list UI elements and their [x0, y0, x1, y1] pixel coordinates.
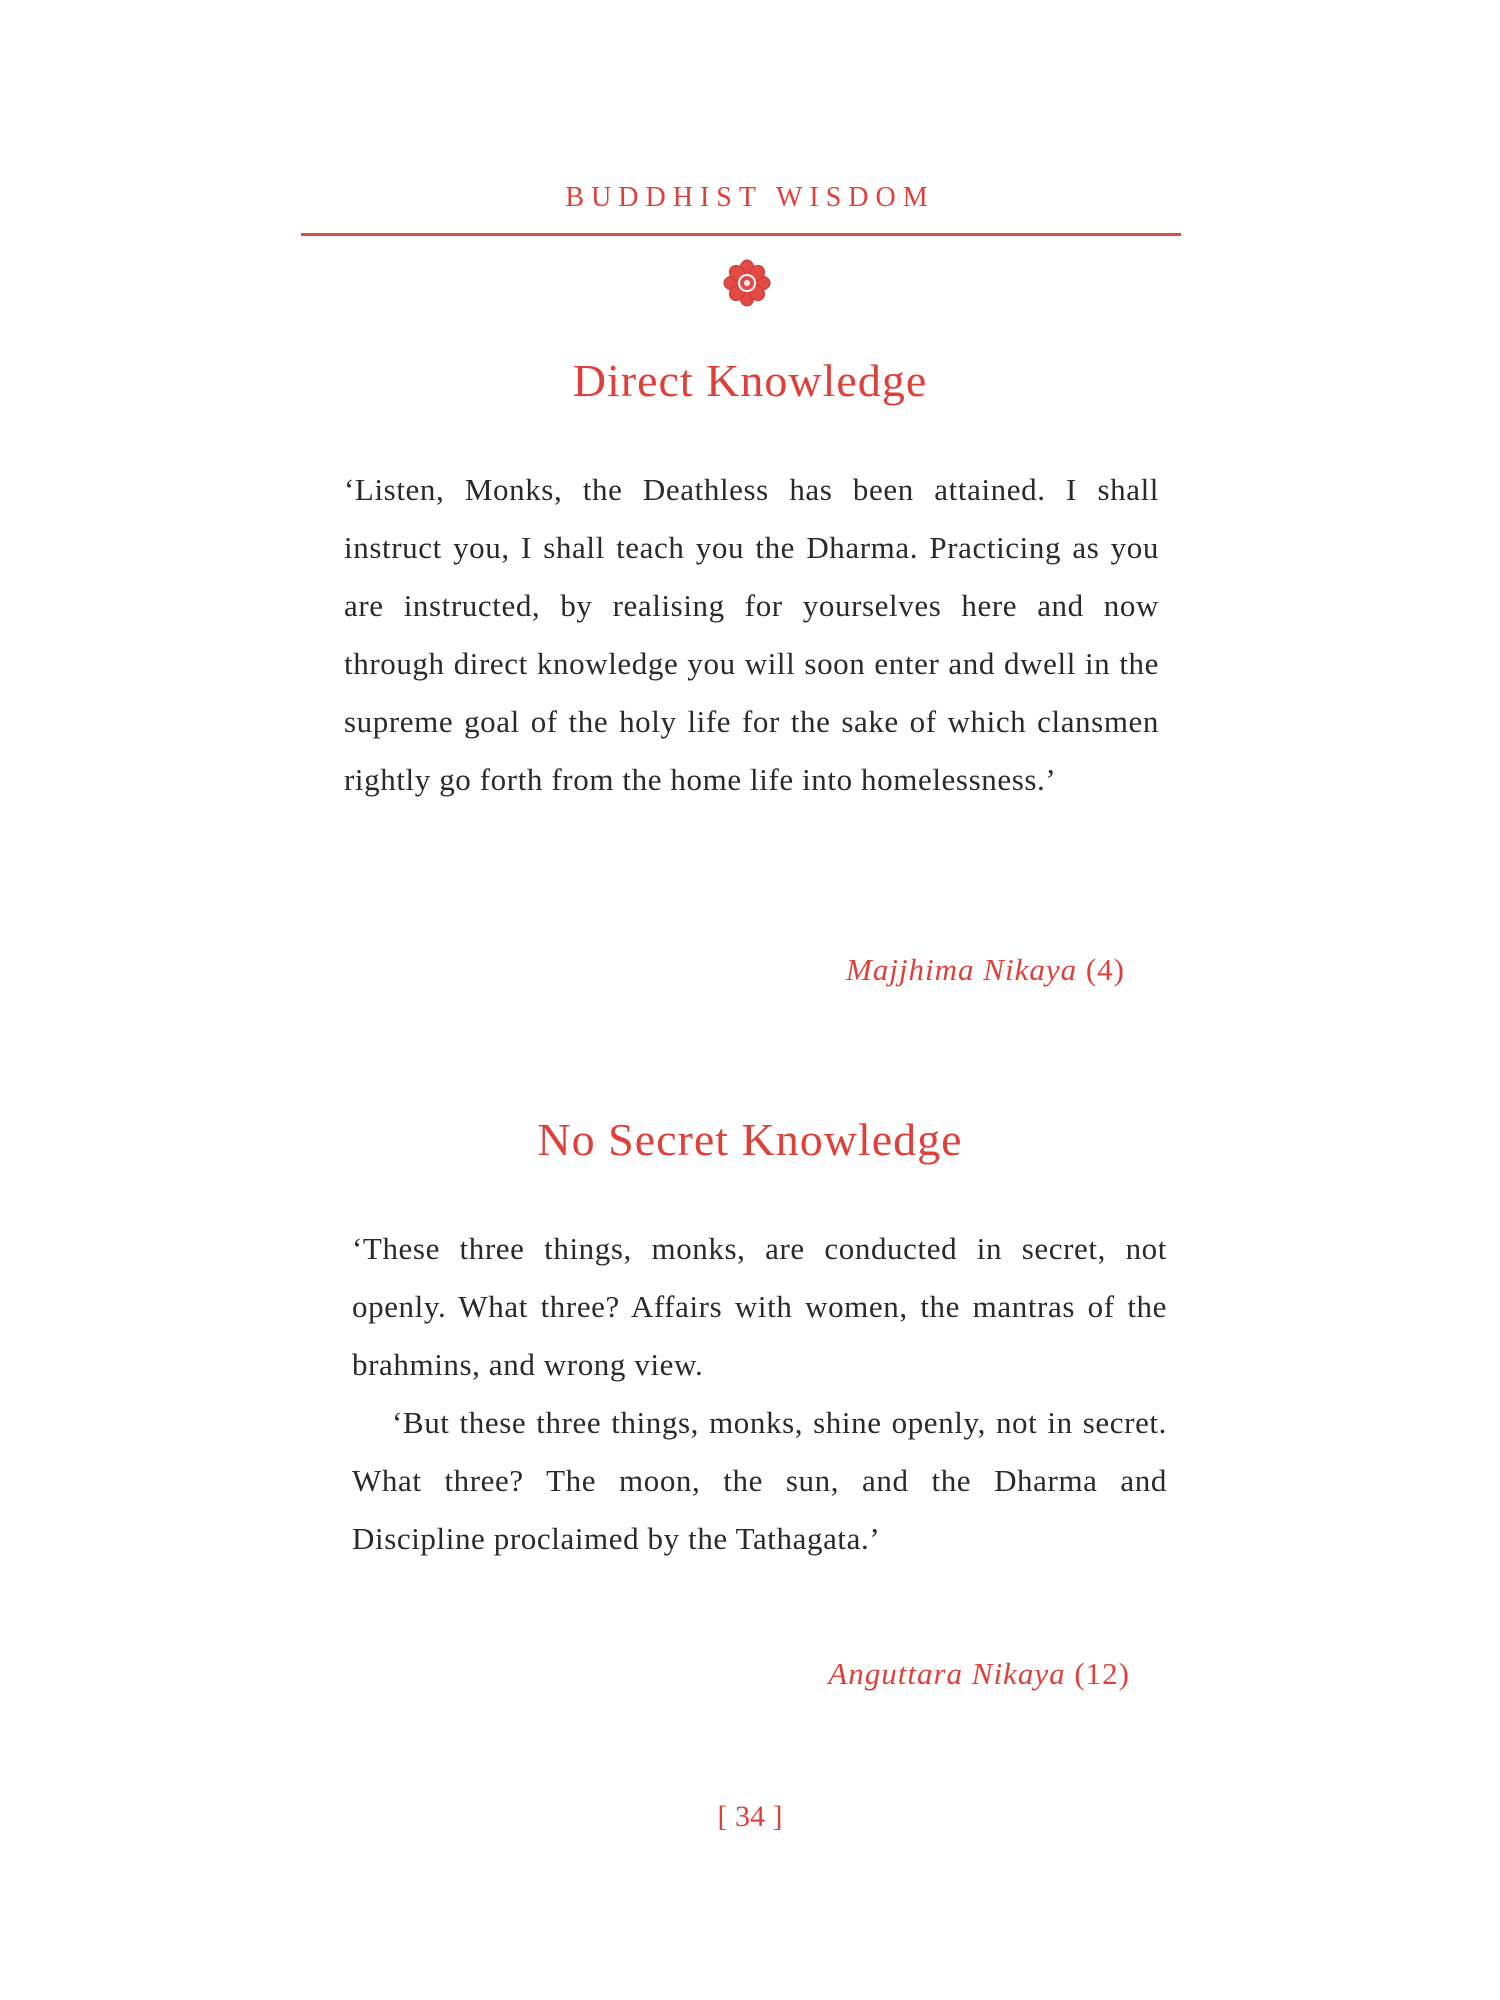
quote-passage — [344, 461, 1159, 809]
quote-paragraph: ‘But these three things, monks, shine openly, not in secret. What three? The moon, the sun, and the Dharma and Discipline proclaimed by the Tathagata.’ — [352, 1405, 1167, 1556]
source-reference: (4) — [1085, 952, 1125, 987]
section-title-direct-knowledge: Direct Knowledge — [572, 355, 928, 406]
flower-icon — [722, 258, 772, 308]
page-number: [ 34 ] — [717, 1800, 783, 1833]
quote-paragraph: ‘Listen, Monks, the Deathless has been attained. I shall instruct you, I shall teach you the Dharma. Practicing as you are instructed, by realising for yourselves here and now through direct knowledge you will soon enter and dwell in the supreme goal of the holy life for the sake of which clansmen rightly go forth from the home life into homelessness.’ — [344, 472, 1159, 797]
header-rule — [301, 233, 1181, 236]
quote-source — [846, 952, 1125, 988]
quote-passage — [352, 1220, 1167, 1568]
quote-source — [828, 1656, 1130, 1692]
section-title-no-secret-knowledge: No Secret Knowledge — [537, 1114, 963, 1165]
running-head: BUDDHIST WISDOM — [565, 182, 935, 213]
source-reference: (12) — [1074, 1656, 1130, 1691]
source-title: Anguttara Nikaya — [828, 1656, 1066, 1691]
source-title: Majjhima Nikaya — [845, 952, 1078, 987]
quote-paragraph: ‘These three things, monks, are conducted in secret, not openly. What three? Affairs with women, the mantras of the brahmins, and wrong view. — [352, 1231, 1167, 1382]
